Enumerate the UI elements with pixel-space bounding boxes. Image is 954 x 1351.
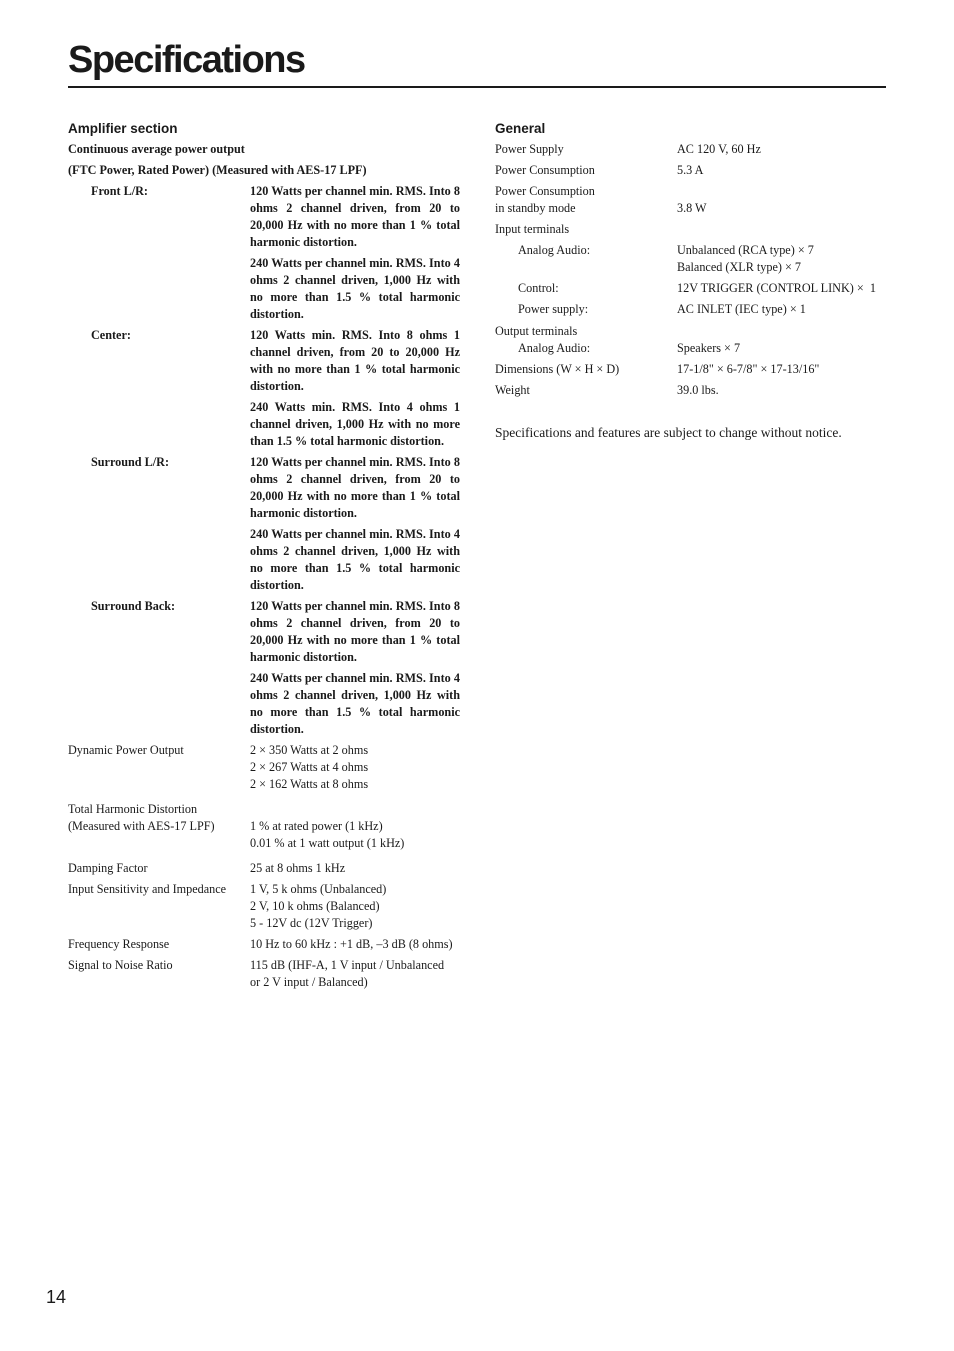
channel-spec: 120 Watts per channel min. RMS. Into 8 ohms 2 channel driven, from 20 to 20,000 Hz with no more than 1 % total harmonic distortion. (250, 455, 460, 520)
spec-label: Power Consumption (495, 163, 595, 177)
channel-surround-back (68, 598, 460, 738)
spec-value: 5.3 A (677, 163, 704, 177)
spec-label: Signal to Noise Ratio (68, 958, 173, 972)
spec-label: Total Harmonic Distortion (68, 802, 198, 816)
title-rule (68, 86, 886, 88)
spec-power-supply (495, 141, 895, 158)
input-terminals-label: Input terminals (495, 222, 570, 236)
spec-value: 5 - 12V dc (12V Trigger) (250, 916, 373, 930)
spec-label: Frequency Response (68, 937, 170, 951)
spec-value: 0.01 % at 1 watt output (1 kHz) (250, 836, 405, 850)
spec-label: Weight (495, 383, 530, 397)
spec-value: 1 % at rated power (1 kHz) (250, 819, 383, 833)
spec-power-inlet (495, 301, 895, 318)
spec-label: Power Consumption (495, 184, 595, 198)
output-terminals-label: Output terminals (495, 324, 578, 338)
power-output-caption-detail: (FTC Power, Rated Power) (Measured with AES-17 LPF) (68, 163, 367, 177)
spec-value: 25 at 8 ohms 1 kHz (250, 861, 346, 875)
spec-value: AC INLET (IEC type) × 1 (677, 302, 806, 316)
channel-spec: 120 Watts per channel min. RMS. Into 8 ohms 2 channel driven, from 20 to 20,000 Hz with no more than 1 % total harmonic distortion. (250, 599, 460, 664)
spec-value: or 2 V input / Balanced) (250, 975, 368, 989)
spec-label: Input Sensitivity and Impedance (68, 882, 227, 896)
page-number: 14 (46, 1287, 67, 1307)
channel-label: Front L/R: (91, 184, 148, 198)
spec-label: Analog Audio: (518, 341, 591, 355)
power-output-caption: Continuous average power output (68, 142, 245, 156)
spec-weight (495, 382, 895, 399)
spec-standby (495, 183, 895, 217)
amplifier-specs (68, 141, 460, 995)
spec-frequency (68, 936, 460, 953)
channel-surround (68, 454, 460, 594)
channel-spec: 120 Watts per channel min. RMS. Into 8 ohms 2 channel driven, from 20 to 20,000 Hz with no more than 1 % total harmonic distortion. (250, 184, 460, 249)
spec-label: Analog Audio: (518, 243, 591, 257)
spec-analog-output (495, 340, 895, 357)
spec-snr (68, 957, 460, 991)
general-section-heading: General (495, 121, 546, 136)
channel-spec: 120 Watts min. RMS. Into 8 ohms 1 channel driven, from 20 to 20,000 Hz with no more than 1 % total harmonic distortion. (250, 328, 460, 393)
channel-spec: 240 Watts per channel min. RMS. Into 4 ohms 2 channel driven, 1,000 Hz with no more than 1.5 % total harmonic distortion. (250, 671, 460, 736)
spec-value: 2 × 350 Watts at 2 ohms (250, 743, 369, 757)
spec-value: 12V TRIGGER (CONTROL LINK) × 1 (677, 281, 876, 295)
spec-value: 39.0 lbs. (677, 383, 719, 397)
spec-label: Damping Factor (68, 861, 148, 875)
spec-label: Dynamic Power Output (68, 743, 184, 757)
change-notice: Specifications and features are subject to change without notice. (495, 425, 842, 440)
spec-value: 10 Hz to 60 kHz : +1 dB, –3 dB (8 ohms) (250, 937, 453, 951)
channel-spec: 240 Watts min. RMS. Into 4 ohms 1 channel driven, 1,000 Hz with no more than 1.5 % total harmonic distortion. (250, 400, 460, 448)
channel-label: Center: (91, 328, 131, 342)
spec-dynamic-power (68, 742, 460, 793)
spec-value: 115 dB (IHF-A, 1 V input / Unbalanced (250, 958, 445, 972)
spec-value: Unbalanced (RCA type) × 7 (677, 243, 814, 257)
spec-dimensions (495, 361, 895, 378)
channel-label: Surround Back: (91, 599, 176, 613)
spec-analog-input (495, 242, 895, 276)
channel-front (68, 183, 460, 323)
spec-value: 3.8 W (677, 201, 707, 215)
spec-label: Power supply: (518, 302, 589, 316)
spec-sensitivity (68, 881, 460, 932)
channel-label: Surround L/R: (91, 455, 170, 469)
page-title: Specifications (68, 39, 305, 81)
spec-label: (Measured with AES-17 LPF) (68, 819, 215, 833)
channel-spec: 240 Watts per channel min. RMS. Into 4 ohms 2 channel driven, 1,000 Hz with no more than 1.5 % total harmonic distortion. (250, 527, 460, 592)
channel-spec: 240 Watts per channel min. RMS. Into 4 ohms 2 channel driven, 1,000 Hz with no more than 1.5 % total harmonic distortion. (250, 256, 460, 321)
spec-power-consumption (495, 162, 895, 179)
spec-label: Power Supply (495, 142, 564, 156)
spec-value: 17-1/8" × 6-7/8" × 17-13/16" (677, 362, 820, 376)
spec-value: Speakers × 7 (677, 341, 741, 355)
channel-center (68, 327, 460, 450)
spec-damping (68, 860, 460, 877)
spec-value: 2 × 162 Watts at 8 ohms (250, 777, 369, 791)
spec-value: 2 V, 10 k ohms (Balanced) (250, 899, 380, 913)
spec-label: in standby mode (495, 201, 576, 215)
spec-value: AC 120 V, 60 Hz (677, 142, 761, 156)
spec-value: 2 × 267 Watts at 4 ohms (250, 760, 369, 774)
spec-label: Control: (518, 281, 559, 295)
spec-control (495, 280, 895, 297)
spec-value: 1 V, 5 k ohms (Unbalanced) (250, 882, 387, 896)
spec-value: Balanced (XLR type) × 7 (677, 260, 801, 274)
amplifier-section-heading: Amplifier section (68, 121, 178, 136)
general-specs (495, 141, 895, 403)
spec-label: Dimensions (W × H × D) (495, 362, 620, 376)
spec-thd (68, 801, 460, 852)
